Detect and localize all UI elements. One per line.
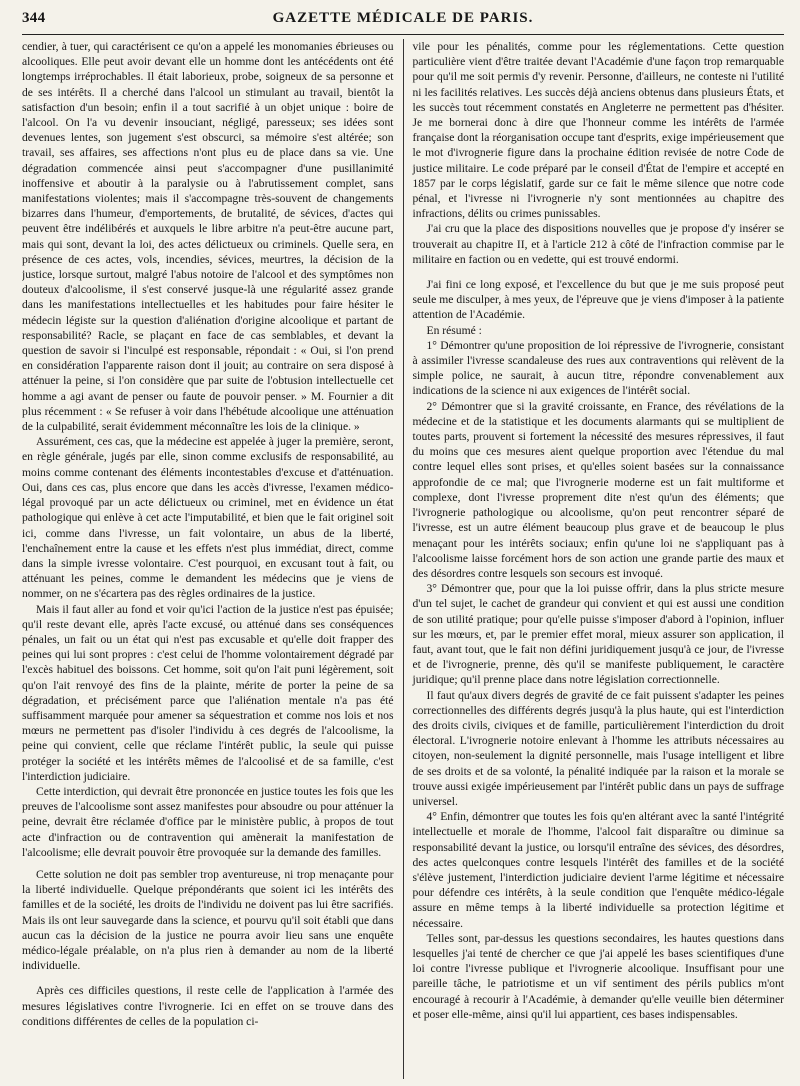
section-lead: En résumé : bbox=[426, 323, 482, 337]
right-column bbox=[403, 39, 785, 1079]
page-header bbox=[22, 10, 784, 35]
paragraph: Mais il faut aller au fond et voir qu'ici l'action de la justice n'est pas épuisée; qu'il reste devant elle, après l'acte excusé, ou atténué dans ses conséquences pénales, un fait ou un état qui n'est pas excusable et qu'elle doit frapper des peines qui lui sont propres : c'est celui de l'homme volontairement dégradé par l'excès habituel des boissons. Cet homme, soit qu'on l'ait puni légèrement, soit qu'on l'ait renvoyé des fins de la plainte, mérite de porter la peine de sa dégradation, et précisément parce que l'aliénation mentale n'a pas été suffisamment marquée pour amener sa séquestration et comme nos lois et nos mœurs ne permettent pas d'isoler l'individu à ces degrés de l'alcoolisme, la peine qui convient, celle que réclame l'intérêt public, la seule qui puisse protéger la société et les intérêts mêmes de l'alcoolisé et de sa famille, c'est l'interdiction judiciaire. bbox=[22, 602, 394, 783]
paragraph: Cette solution ne doit pas sembler trop aventureuse, ni trop menaçante pour la liberté individuelle. Quelque prépondérants que soient ici les intérêts des familles et de la société, les droits de l'individu ne doivent pas lui être sacrifiés. Mais ils ont leur sauvegarde dans la science, et pourvu qu'il soit établi que dans aucun cas la décision de la justice ne pourra avoir lieu sans une enquête médico-légale préalable, on n'a plus rien à demander au nom de la liberté individuelle. bbox=[22, 867, 394, 973]
paragraph: cendier, à tuer, qui caractérisent ce qu'on a appelé les monomanies ébrieuses ou alcooliques. Elle peut avoir devant elle un homme dont les antécédents ont été longtemps irréprochables. Il était laborieux, probe, soigneux de sa personne et de ses intérêts. Il a cherché dans l'alcool un stimulant au travail, bientôt la satisfaction d'un besoin; enfin il a tout sacrifié à un objet unique : boire de l'alcool. On l'a vu devenir insouciant, négligé, paresseux; ses idées sont devenues lentes, son jugement s'est obscurci, sa mémoire s'est altérée; son travail, ses affaires, ses affections n'ont plus eu de place dans sa vie. Une dégradation commencée ainsi peut s'accompagner d'une pusillanimité inoffensive et aboutir à la paralysie ou à l'abrutissement complet, sans manifestations violentes; mais il s'accompagne très-souvent de changements bizarres dans l'humeur, d'emportements, de brutalité, de sévices, d'actes qui peuvent être indélibérés et auxquels le libre arbitre n'a peut-être aucune part, mais qui sont, devant la loi, des actes délictueux ou criminels. Quelle sera, en présence de ces actes, vols, incendies, sévices, meurtres, la décision de la justice, lorsque surtout, malgré l'abus notoire de l'alcool et des symptômes non douteux d'alcoolisme, il s'est conservé jusque-là une régularité assez grande dans les manifestations intellectuelles et les habitudes pour faire hésiter le médecin légiste sur la question d'aliénation d'origine alcoolique et partant de responsabilité? Racle, se plaçant en face de cas semblables, et devant la question de savoir si l'inculpé est responsable, répondait : « Oui, si l'on prend en considération l'apparente raison dont il jouit; au contraire on sera disposé à atténuer la peine, si l'on considère que par suite de l'obtusion intellectuelle cet homme a agi avant de penser ou faute de pouvoir penser. » M. Fournier a dit plus récemment : « Se refuser à voir dans l'hébétude alcoolique une atténuation de la culpabilité, serait évidemment méconnaître les lois de la clinique. » bbox=[22, 40, 394, 434]
page-number: 344 bbox=[22, 10, 46, 26]
journal-title: GAZETTE MÉDICALE DE PARIS. bbox=[272, 10, 534, 26]
text-columns bbox=[22, 39, 784, 1079]
list-item: 3° Démontrer que, pour que la loi puisse offrir, dans la plus stricte mesure d'un tel sujet, le cachet de grandeur qui convient et qui est aussi une condition de son utilité pratique; pour qu'elle puisse s'imposer d'abord à l'opinion, influer sur les mœurs, et, par le premier effet moral, mieux assurer son application, il faut, avant tout, que le fait non défini juridiquement jusqu'à ce jour, de l'ivresse et de l'ivrognerie, prenne, dès qu'il se manifeste publiquement, le caractère juridique; qu'il prenne place dans notre législation correctionnelle. bbox=[412, 582, 784, 687]
left-column bbox=[22, 39, 403, 1079]
paragraph: Telles sont, par-dessus les questions secondaires, les hautes questions dans lesquelles j'ai tenté de chercher ce que j'ai appelé les bases scientifiques d'une loi contre l'ivresse publique et l'ivrognerie alcoolique. Insuffisant pour une pareille tâche, le patriotisme et un vif sentiment des périls publics m'ont encouragé à recourir à l'Académie, à demander qu'elle veuille bien déterminer et poser elle-même, ainsi qu'il lui appartient, ces bases indispensables. bbox=[412, 931, 784, 1021]
list-item: 2° Démontrer que si la gravité croissante, en France, des révélations de la médecine et de la statistique et les documents alarmants qui se multiplient de toutes parts, prouvent si fortement la nécessité des mesures répressives, il faut du moins que ces mesures aient quelque proportion avec l'étendue du mal contre lequel elles sont prises, et qu'elles soient basées sur la connaissance approfondie de ce mal; que l'ivrognerie moderne est un fait multiforme et complexe, dont l'ivresse proprement dite n'est qu'un des éléments; que l'ivrognerie pathologique ou alcoolisme, qu'on peut rencontrer séparé de l'ivresse, est un autre élément beaucoup plus grave et de beaucoup le plus menaçant pour les intérêts sociaux; enfin qu'une loi ne s'appliquant pas à l'alcoolisme laisse forcément hors de son action une grande partie des maux et des désordres contre lesquels son secours est invoqué. bbox=[412, 399, 784, 580]
paragraph: Assurément, ces cas, que la médecine est appelée à juger la première, seront, en règle générale, jugés par elle, sinon comme exclusifs de responsabilité, au moins comme contenant des éléments incontestables d'excuse et d'atténuation. Oui, dans ces cas, plus encore que dans les accès d'ivresse, l'examen médico-légal provoqué par un acte délictueux ou criminel, met en évidence un état pathologique qui enlève à cet acte l'imputabilité, et bien que le fait originel soit ici, comme dans l'ivresse, un fait volontaire, un abus de la liberté, l'enchaînement entre la cause et les effets n'est plus immédiat, direct, comme dans la simple ivresse volontaire. C'est pourquoi, en excusant tout à fait, ou atténuant les peines, comme le demandent les médecins que je viens de nommer, on ne s'écartera pas des règles ordinaires de la justice. bbox=[22, 435, 394, 601]
paragraph: J'ai cru que la place des dispositions nouvelles que je propose d'y insérer se trouverait au chapitre II, et à l'article 212 à côté de l'infraction commise par le militaire en faction ou en vedette, qui est trouvé endormi. bbox=[412, 222, 784, 266]
list-item: 4° Enfin, démontrer que toutes les fois qu'en altérant avec la santé l'intégrité intellectuelle et morale de l'homme, l'alcool fait disparaître ou diminue sa responsabilité devant la justice, ou lorsqu'il entraîne des sévices, des désordres, des actes quelconques contre lesquels l'intérêt des familles et de la société s'élève justement, l'interdiction judiciaire devient l'arme légitime et nécessaire pour défendre ces intérêts, à la seule condition que l'enquête médico-légale assure en même temps à la liberté individuelle sa protection légitime et nécessaire. bbox=[412, 810, 784, 930]
paragraph: Cette interdiction, qui devrait être prononcée en justice toutes les fois que les preuves de l'alcoolisme sont assez manifestes pour absoudre ou pour atténuer la peine, devrait être réclamée d'office par le ministère public, à propos de tout acte d'infraction ou de contravention qui amènerait la manifestation de l'alcoolisme; elle devrait pouvoir être provoquée sur la demande des familles. bbox=[22, 784, 394, 859]
paragraph: J'ai fini ce long exposé, et l'excellence du but que je me suis proposé peut seule me disculper, à mes yeux, de l'épreuve que je viens d'imposer à la patiente attention de l'Académie. bbox=[412, 278, 784, 322]
list-item: 1° Démontrer qu'une proposition de loi répressive de l'ivrognerie, consistant à assimiler l'ivresse scandaleuse des rues aux contraventions qui relèvent de la simple police, ne saurait, à aucun titre, répondre convenablement aux indications de la science ni aux exigences de l'intérêt social. bbox=[412, 338, 784, 398]
paragraph: Après ces difficiles questions, il reste celle de l'application à l'armée des mesures législatives contre l'ivrognerie. Ici en effet on se trouve dans des conditions différentes de celles de la population ci- bbox=[22, 984, 394, 1028]
paragraph: Il faut qu'aux divers degrés de gravité de ce fait puissent s'adapter les peines correctionnelles des différents degrés jusqu'à la plus haute, qui est l'interdiction des droits civils, civiques et de famille, particulièrement l'interdiction du droit électoral. L'ivrognerie notoire enlevant à l'homme les attributs nécessaires au citoyen, non-seulement la dignité personnelle, mais l'usage intelligent et libre de ses droits et de sa volonté, la pénalité indiquée par la raison et la morale se trouve aussi exigée impérieusement par l'intérêt public dans un pays de suffrage universel. bbox=[412, 688, 784, 808]
paragraph: vile pour les pénalités, comme pour les réglementations. Cette question particulière vient d'être traitée devant l'Académie d'une façon trop remarquable pour qu'il me soit permis d'y revenir. Personne, d'ailleurs, ne conteste ni l'utilité ni les facilités relatives. Les succès déjà anciens obtenus dans plusieurs États, et les succès tout récemment constatés en Angleterre ne permettent pas d'hésiter. Je me bornerai donc à dire que l'honneur comme les intérêts de l'armée française dont la réorganisation occupe tant d'esprits, exige impérieusement que le mot d'ivrognerie figure dans la prochaine édition revisée de notre Code de justice militaire. Le code préparé par le conseil d'État de l'empire et accepté en 1857 par le corps législatif, garde sur ce fait le même silence que notre code pénal, et l'ivresse ni l'ivrognerie n'y sont mentionnées au chapitre des infractions, délits ou crimes punissables. bbox=[412, 40, 784, 221]
